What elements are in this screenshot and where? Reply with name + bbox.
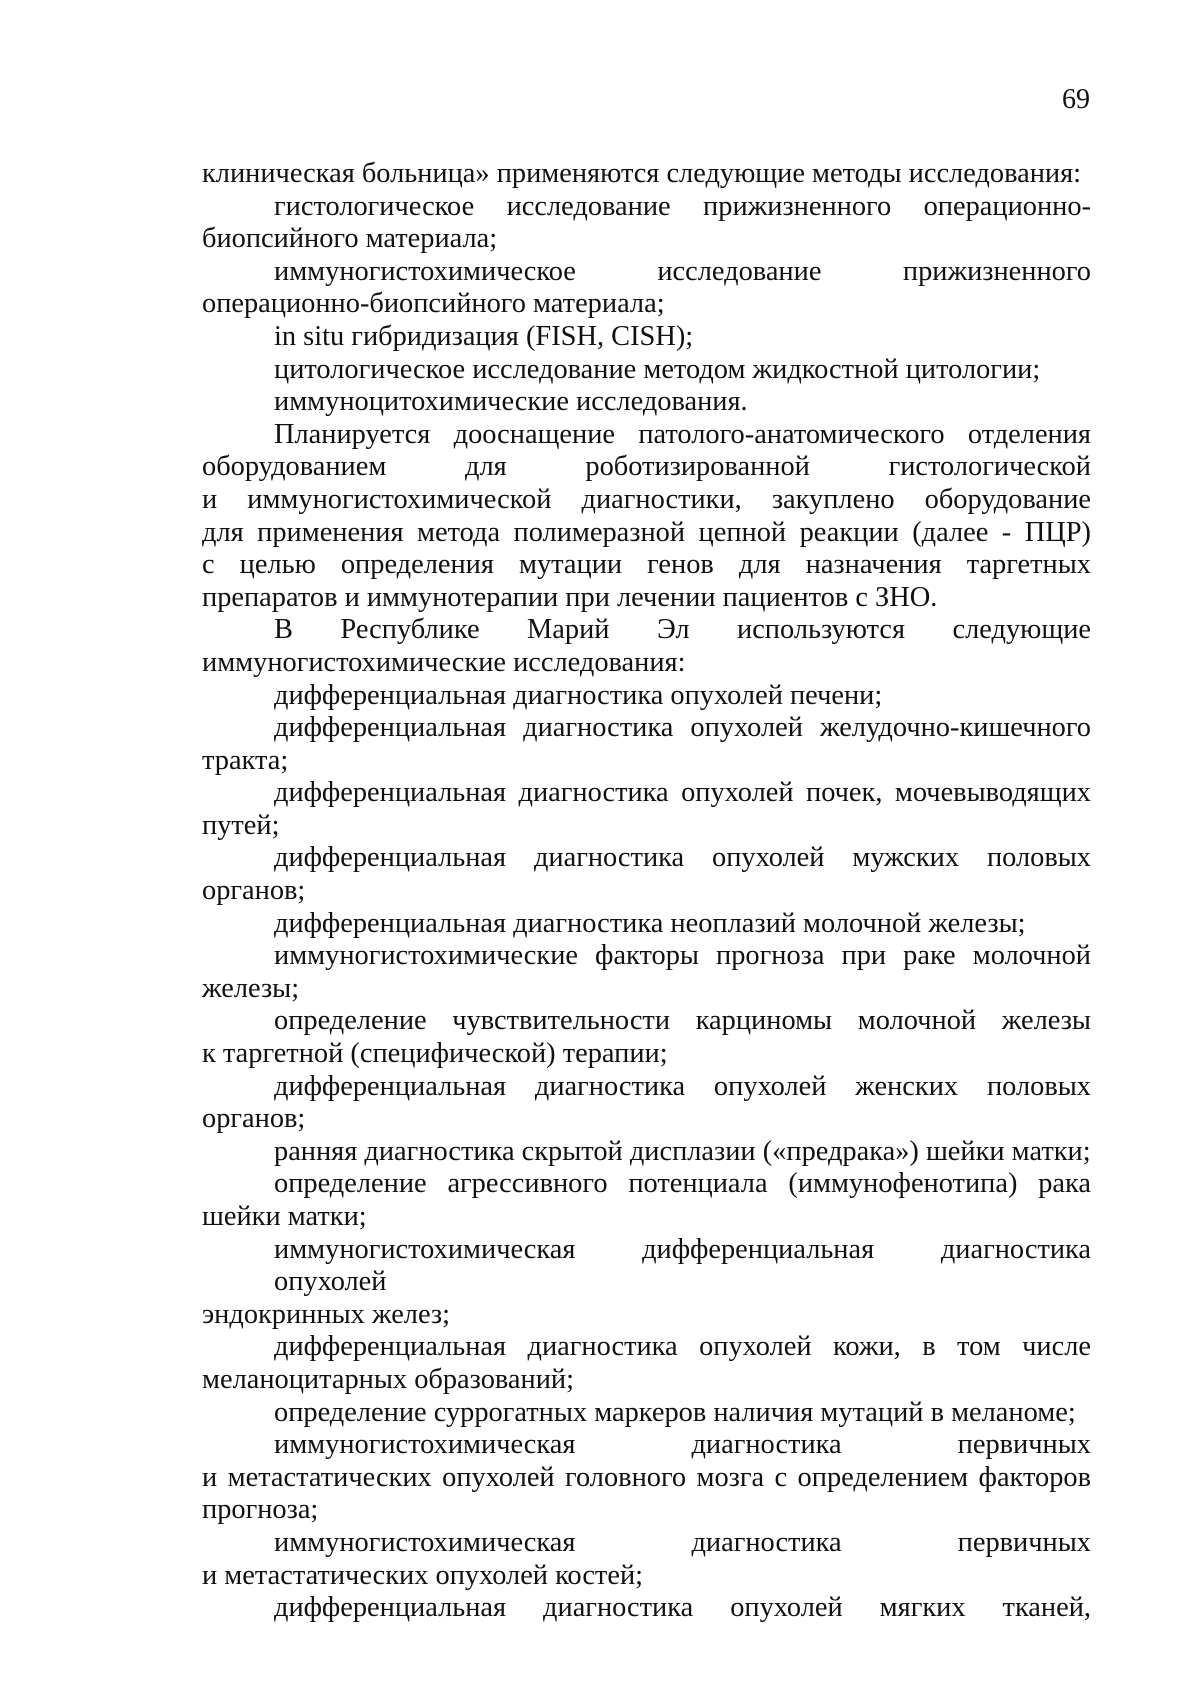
text-line: оборудованием для роботизированной гистологической (202, 451, 1091, 483)
text-line: дифференциальная диагностика опухолей печени; (274, 679, 883, 711)
text-line: иммуногистохимическая дифференциальная диагностика опухолей (274, 1233, 1091, 1298)
text-line: определение агрессивного потенциала (иммунофенотипа) рака (274, 1168, 1091, 1200)
text-line: определение суррогатных маркеров наличия мутаций в меланоме; (274, 1396, 1076, 1428)
text-line: шейки матки; (202, 1201, 367, 1232)
text-line: биопсийного материала; (202, 223, 498, 255)
text-line: иммуногистохимические факторы прогноза при раке молочной (274, 940, 1091, 972)
text-line: к таргетной (специфической) терапии; (202, 1038, 668, 1070)
text-line: дифференциальная диагностика опухолей мягких тканей, (274, 1592, 1091, 1624)
text-line: дифференциальная диагностика опухолей мужских половых (274, 842, 1091, 874)
text-line: для применения метода полимеразной цепной реакции (далее - ПЦР) (202, 516, 1091, 548)
text-line: иммуногистохимическая диагностика первичных (274, 1526, 1091, 1558)
text-line: дифференциальная диагностика опухолей кожи, в том числе (274, 1331, 1091, 1363)
text-line: тракта; (202, 744, 289, 776)
text-line: гистологическое исследование прижизненного операционно- (274, 190, 1091, 222)
text-line: дифференциальная диагностика неоплазий молочной железы; (274, 907, 1026, 939)
text-line: дифференциальная диагностика опухолей желудочно-кишечного (274, 712, 1091, 744)
text-line: и метастатических опухолей головного мозга с определением факторов (202, 1461, 1091, 1493)
text-line: Планируется дооснащение патолого-анатомического отделения (274, 418, 1091, 450)
text-line: путей; (202, 809, 280, 841)
text-line: in situ гибридизация (FISH, CISH); (274, 320, 694, 352)
text-line: иммуногистохимическое исследование прижизненного (274, 255, 1091, 287)
text-line: определение чувствительности карциномы молочной железы (274, 1005, 1091, 1037)
document-body (202, 158, 1091, 1625)
text-line: иммуногистохимическая диагностика первичных (274, 1429, 1091, 1461)
text-line: прогноза; (202, 1494, 319, 1526)
text-line: В Республике Марий Эл используются следующие (274, 614, 1091, 646)
text-line: ранняя диагностика скрытой дисплазии («предрака») шейки матки; (274, 1135, 1091, 1167)
text-line: операционно-биопсийного материала; (202, 288, 665, 320)
text-line: препаратов и иммунотерапии при лечении пациентов с ЗНО. (202, 581, 938, 613)
text-line: и иммуногистохимической диагностики, закуплено оборудование (202, 483, 1091, 515)
text-line: дифференциальная диагностика опухолей женских половых (274, 1070, 1091, 1102)
text-line: органов; (202, 875, 306, 907)
text-line: иммуноцитохимические исследования. (274, 386, 748, 418)
text-line: дифференциальная диагностика опухолей почек, мочевыводящих (274, 777, 1091, 809)
text-line: эндокринных желез; (202, 1298, 451, 1330)
text-line: с целью определения мутации генов для назначения таргетных (202, 549, 1091, 581)
text-line: клиническая больница» применяются следующие методы исследования: (202, 158, 1082, 189)
text-line: меланоцитарных образований; (202, 1363, 575, 1395)
text-line: цитологическое исследование методом жидкостной цитологии; (274, 353, 1041, 385)
text-line: органов; (202, 1103, 306, 1135)
text-line: иммуногистохимические исследования: (202, 646, 686, 678)
text-line: и метастатических опухолей костей; (202, 1559, 644, 1591)
text-line: железы; (202, 972, 300, 1004)
page-number: 69 (1062, 84, 1090, 115)
